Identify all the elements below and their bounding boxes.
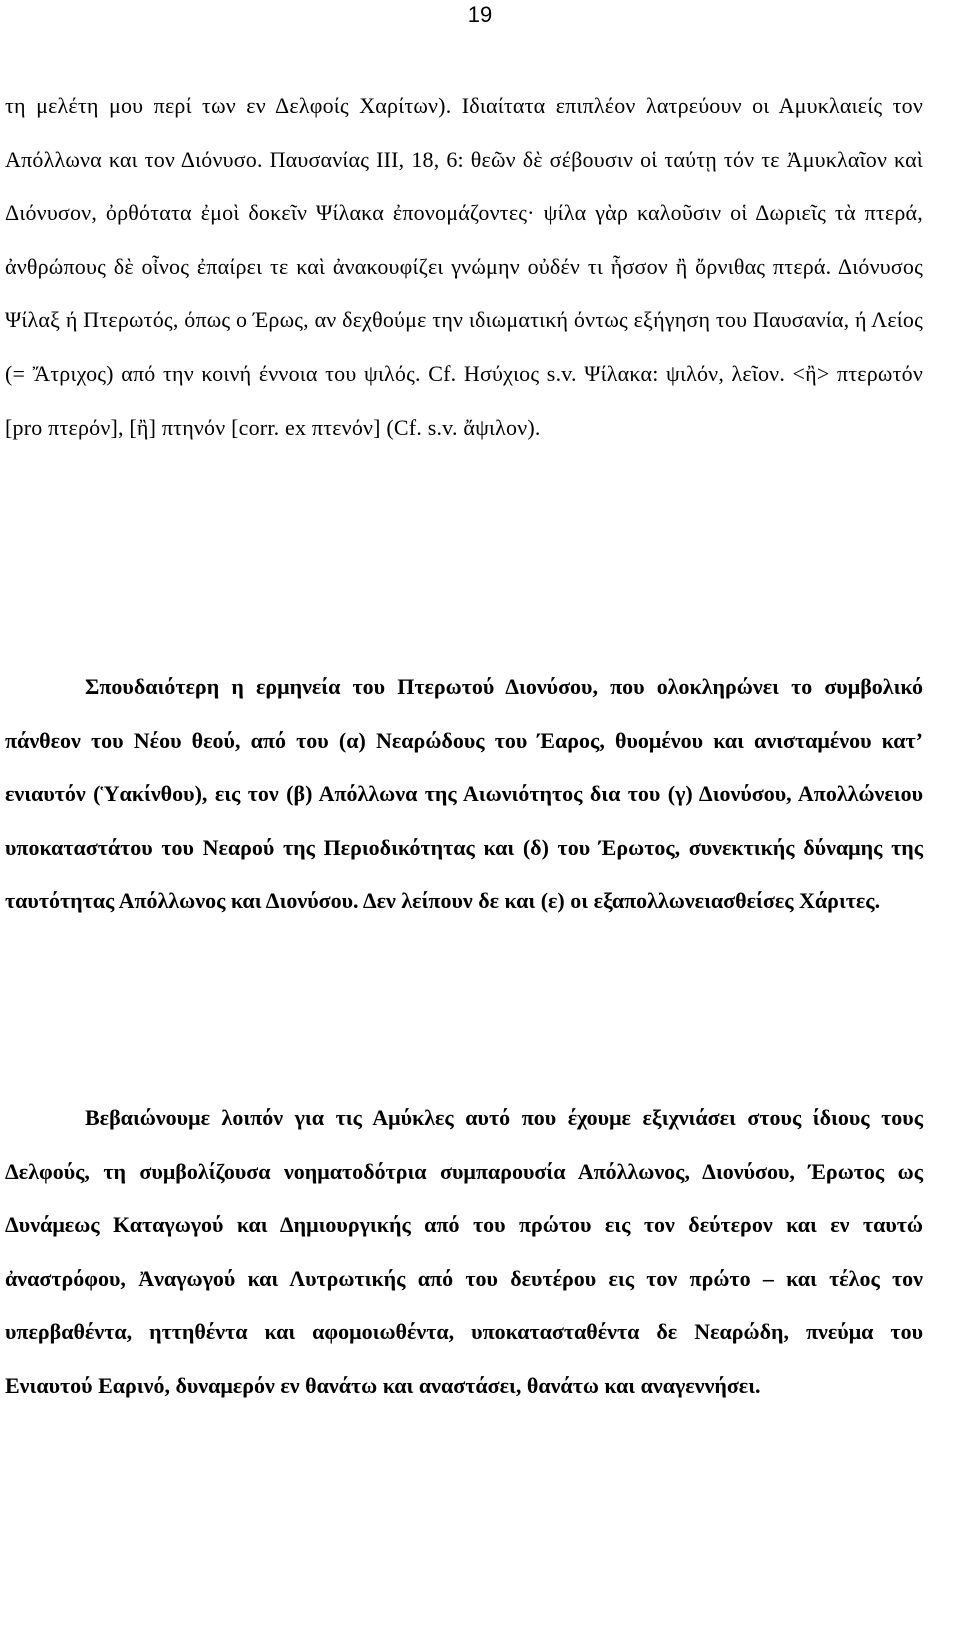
page-number: 19 bbox=[467, 2, 493, 27]
paragraph-amyklai-conclusion: Βεβαιώνουμε λοιπόν για τις Αμύκλες αυτό που έχουμε εξιχνιάσει στους ίδιους τους Δελφούς, τη συμβολίζουσα νοηματοδότρια συμπαρουσία Απόλλωνος, Διονύσου, Έρωτος ως Δυνάμεως Καταγωγού και Δημιουργικής από του πρώτου εις τον δεύτερον και εν ταυτώ ἀναστρόφου, Ἀναγωγού και Λυτρωτικής από του δευτέρου εις τον πρώτο – και τέλος τον υπερβαθέντα, ηττηθέντα και αφομοιωθέντα, υποκατασταθέντα δε Νεαρώδη, πνεύμα του Ενιαυτού Εαρινό, δυναμερόν εν θανάτω και αναστάσει, θανάτω και αναγεννήσει. bbox=[5, 1105, 923, 1398]
paragraph-pausanias-citation: τη μελέτη μου περί των εν Δελφοίς Χαρίτων). Ιδιαίτατα επιπλέον λατρεύουν οι Αμυκλαιείς τον Απόλλωνα και τον Διόνυσο. Παυσανίας ΙΙΙ, 18, 6: θεῶν δὲ σέβουσιν οἱ ταύτῃ τόν τε Ἀμυκλαῖον καὶ Διόνυσον, ὀρθότατα ἐμοὶ δοκεῖν Ψίλακα ἐπονομάζοντες· ψίλα γὰρ καλοῦσιν οἱ Δωριεῖς τὰ πτερά, ἀνθρώπους δὲ οἶνος ἐπαίρει τε καὶ ἀνακουφίζει γνώμην οὐδέν τι ἧσσον ἢ ὄρνιθας πτερά. Διόνυσος Ψίλαξ ή Πτερωτός, όπως ο Έρως, αν δεχθούμε την ιδιωματική όντως εξήγηση του Παυσανία, ή Λείος (= Ἄτριχος) από την κοινή έννοια του ψιλός. Cf. Ησύχιος s.v. Ψίλακα: ψιλόν, λεῖον. <ἢ> πτερωτόν [pro πτερόν], [ἢ] πτηνόν [corr. ex πτενόν] (Cf. s.v. ἄψιλον). bbox=[5, 93, 923, 440]
paragraph-winged-dionysus: Σπουδαιότερη η ερμηνεία του Πτερωτού Διονύσου, που ολοκληρώνει το συμβολικό πάνθεον του Νέου θεού, από του (α) Νεαρώδους του Έαρος, θυομένου και ανισταμένου κατ’ ενιαυτόν (Ὑακίνθου), εις τον (β) Απόλλωνα της Αιωνιότητος δια του (γ) Διονύσου, Απολλώνειου υποκαταστάτου του Νεαρού της Περιοδικότητας και (δ) του Έρωτος, συνεκτικής δύναμης της ταυτότητας Απόλλωνος και Διονύσου. Δεν λείπουν δε και (ε) οι εξαπολλωνειασθείσες Χάριτες. bbox=[5, 674, 923, 914]
